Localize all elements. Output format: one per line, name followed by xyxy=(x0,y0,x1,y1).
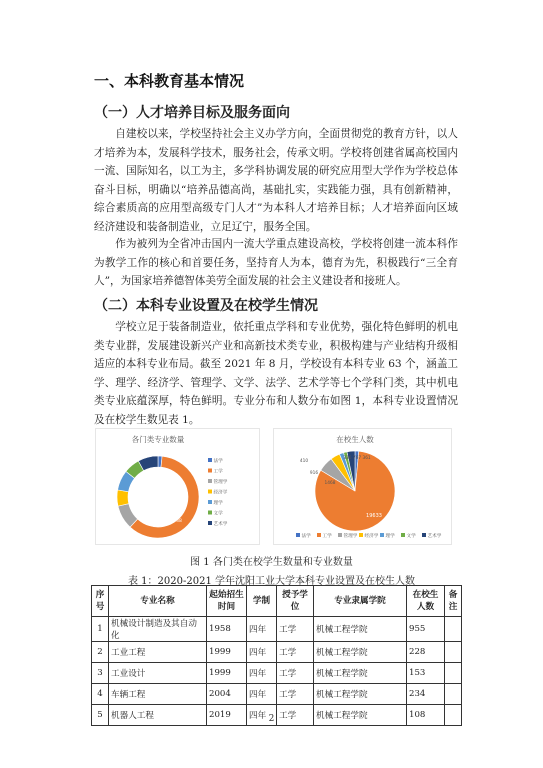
subsection-title-goals: （一）人才培养目标及服务面向 xyxy=(94,105,290,121)
majors-table xyxy=(91,585,462,726)
cell-notes xyxy=(445,663,462,684)
cell-major-name: 机械设计制造及其自动化 xyxy=(109,617,207,642)
legend-label-艺术学: 艺术学 xyxy=(427,534,442,539)
paragraph-majors: 学校立足于装备制造业，依托重点学科和专业优势，强化特色鲜明的机电类专业群，发展建设新兴产业和高新技术类专业，积极构建与产业结构升级相适应的本科专业布局。截至 2021 年 8 月，学校设有本科专业 63 个，涵盖工学、理学、经济学、管理学、文学、法学、艺术学等七个学科门类，其中机电类专业底蕴深厚，特色鲜明。专业分布和人数分布如图 1，本科专业设置情况及在校学生数见表 1。 xyxy=(94,321,459,426)
cell-index: 5 xyxy=(92,705,109,726)
cell-start-year: 1958 xyxy=(207,617,247,642)
cell-college: 机械工程学院 xyxy=(314,684,407,705)
cell-students: 955 xyxy=(407,617,445,642)
data-label: 336 767 361 xyxy=(343,456,371,461)
cell-major-name: 工业工程 xyxy=(109,642,207,663)
page-number: 2 xyxy=(268,714,275,724)
cell-index: 2 xyxy=(92,642,109,663)
header-students: 在校生人数 xyxy=(407,586,445,617)
cell-college: 机械工程学院 xyxy=(314,617,407,642)
chart-student-count xyxy=(273,428,452,545)
header-degree: 授予学位 xyxy=(277,586,314,617)
cell-notes xyxy=(445,642,462,663)
cell-duration: 四年 xyxy=(247,642,277,663)
chart-major-count xyxy=(95,428,260,545)
cell-start-year: 1999 xyxy=(207,663,247,684)
legend-label-艺术学: 艺术学 xyxy=(213,522,228,527)
legend-label-工学: 工学 xyxy=(213,469,223,475)
header-duration: 学制 xyxy=(247,586,277,617)
legend-swatch-工学 xyxy=(317,533,321,537)
legend-swatch-管理学 xyxy=(208,479,212,483)
cell-degree: 工学 xyxy=(277,617,314,642)
cell-index: 3 xyxy=(92,663,109,684)
legend-label-管理学: 管理学 xyxy=(213,480,228,485)
paragraph-mission: 作为被列为全省冲击国内一流大学重点建设高校，学校将创建一流本科作为教学工作的核心和首要任务，坚持育人为本，德育为先，积极践行“三全育人”，为国家培养德智体美劳全面发展的社会主义建设者和接班人。 xyxy=(94,238,458,288)
data-label: 1468 xyxy=(324,481,336,486)
cell-students: 108 xyxy=(407,705,445,726)
paragraph-goals: 自建校以来，学校坚持社会主义办学方向，全面贯彻党的教育方针，以人才培养为本，发展科学技术，服务社会，传承文明。学校将创建省属高校国内一流、国际知名，以工为主，多学科协调发展的研究应用型大学作为学校总体奋斗目标，明确以“培养品德高尚，基础扎实，实践能力强，具有创新精神，综合素质高的应用型高级专门人才”为本科人才培养目标；人才培养面向区域经济建设和装备制造业，立足辽宁，服务全国。 xyxy=(94,128,458,233)
cell-duration: 四年 xyxy=(247,617,277,642)
legend-swatch-理学 xyxy=(380,533,384,537)
legend-swatch-法学 xyxy=(296,533,300,537)
cell-students: 153 xyxy=(407,663,445,684)
table-header-row xyxy=(92,586,462,617)
legend-label-法学: 法学 xyxy=(301,534,311,539)
cell-degree: 工学 xyxy=(277,642,314,663)
legend-swatch-工学 xyxy=(208,469,212,473)
header-college: 专业隶属学院 xyxy=(314,586,407,617)
cell-start-year: 2019 xyxy=(207,705,247,726)
chart-title: 各门类专业数量 xyxy=(131,435,185,444)
cell-college: 机械工程学院 xyxy=(314,642,407,663)
cell-major-name: 车辆工程 xyxy=(109,684,207,705)
cell-start-year: 2004 xyxy=(207,684,247,705)
legend-swatch-法学 xyxy=(208,458,212,462)
chart-title: 在校生人数 xyxy=(336,435,374,444)
legend-swatch-艺术学 xyxy=(422,533,426,537)
table-row xyxy=(92,684,462,705)
data-label: 38 xyxy=(176,519,182,524)
legend-swatch-文学 xyxy=(208,511,212,515)
legend-swatch-艺术学 xyxy=(208,521,212,525)
legend-label-文学: 文学 xyxy=(406,534,416,539)
cell-major-name: 机器人工程 xyxy=(109,705,207,726)
cell-index: 1 xyxy=(92,617,109,642)
legend-swatch-管理学 xyxy=(338,533,342,537)
data-label: 19633 xyxy=(366,513,382,519)
cell-duration: 四年 xyxy=(247,705,277,726)
legend-label-理学: 理学 xyxy=(213,501,223,506)
legend-label-工学: 工学 xyxy=(322,534,332,539)
table-row xyxy=(92,663,462,684)
cell-degree: 工学 xyxy=(277,663,314,684)
cell-college: 机械工程学院 xyxy=(314,663,407,684)
chart-student-count-svg xyxy=(274,429,451,544)
table-row xyxy=(92,642,462,663)
header-index: 序号 xyxy=(92,586,109,617)
legend-swatch-经济学 xyxy=(359,533,363,537)
cell-duration: 四年 xyxy=(247,663,277,684)
legend-label-理学: 理学 xyxy=(385,534,395,539)
legend-swatch-理学 xyxy=(208,500,212,504)
table-row xyxy=(92,617,462,642)
cell-duration: 四年 xyxy=(247,684,277,705)
cell-start-year: 1999 xyxy=(207,642,247,663)
legend-label-经济学: 经济学 xyxy=(213,490,228,496)
data-label: 916 xyxy=(309,471,319,476)
table-caption: 表 1：2020-2021 学年沈阳工业大学本科专业设置及在校生人数 xyxy=(128,576,415,587)
data-label: 410 xyxy=(299,459,309,464)
legend-swatch-文学 xyxy=(401,533,405,537)
legend-label-管理学: 管理学 xyxy=(343,534,358,539)
header-start-year: 起始招生时间 xyxy=(207,586,247,617)
legend-label-文学: 文学 xyxy=(213,511,223,517)
pie-slice-经济学 xyxy=(117,490,129,506)
cell-college: 机械工程学院 xyxy=(314,705,407,726)
cell-notes xyxy=(445,684,462,705)
cell-degree: 工学 xyxy=(277,684,314,705)
cell-index: 4 xyxy=(92,684,109,705)
figure-caption: 图 1 各门类在校学生数量和专业数量 xyxy=(190,557,353,568)
header-notes: 备注 xyxy=(445,586,462,617)
subsection-title-majors: （二）本科专业设置及在校学生情况 xyxy=(94,298,318,314)
cell-notes xyxy=(445,617,462,642)
header-major-name: 专业名称 xyxy=(109,586,207,617)
cell-degree: 工学 xyxy=(277,705,314,726)
cell-students: 228 xyxy=(407,642,445,663)
section-title: 一、本科教育基本情况 xyxy=(94,72,245,90)
legend-label-经济学: 经济学 xyxy=(364,534,379,539)
legend-swatch-经济学 xyxy=(208,490,212,494)
legend-label-法学: 法学 xyxy=(213,459,223,464)
cell-major-name: 工业设计 xyxy=(109,663,207,684)
cell-students: 234 xyxy=(407,684,445,705)
chart-major-count-svg xyxy=(96,429,259,544)
